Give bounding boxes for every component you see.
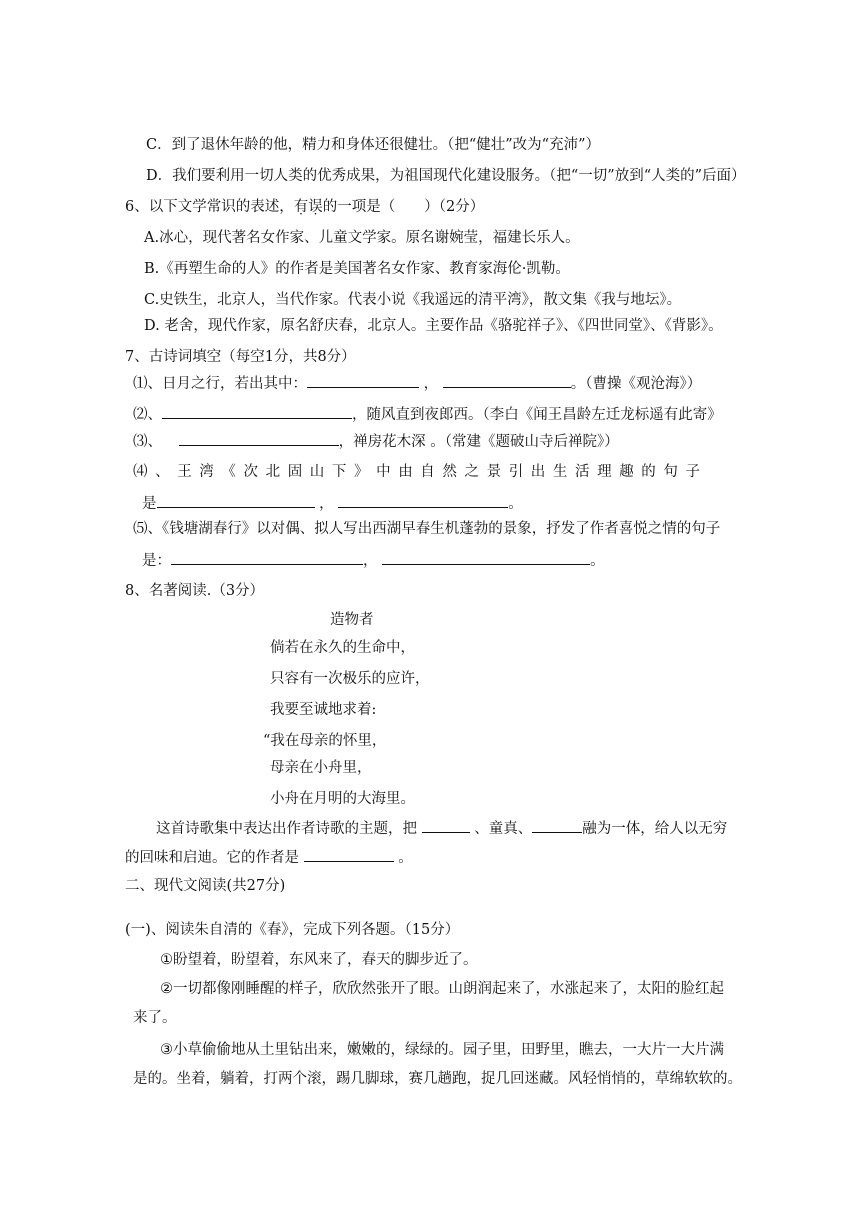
q7-item-4-pre: 是 xyxy=(142,496,157,512)
q7-item-5-pre: 是： xyxy=(142,553,171,569)
reading1-para-3-line2: 是的。坐着，躺着，打两个滚，踢几脚球，赛几趟跑，捉几回迷藏。风轻悄悄的，草绵软软的。 xyxy=(133,1071,742,1087)
q8-question-text-c: 融为一体，给人以无穷 xyxy=(582,821,728,837)
q7-title: 7、古诗词填空（每空1分，共8分） xyxy=(125,349,356,365)
q8-blank-author[interactable] xyxy=(304,847,394,862)
q7-item-3 xyxy=(133,431,619,452)
reading1-para-3-line1: ③小草偷偷地从土里钻出来，嫩嫩的，绿绿的。园子里，田野里，瞧去，一大片一大片满 xyxy=(160,1042,724,1058)
poem-line-4: “我在母亲的怀里， xyxy=(263,733,387,749)
q5-option-d: D．我们要利用一切人类的优秀成果，为祖国现代化建设服务。（把“一切”放到“人类的”后面） xyxy=(146,168,746,184)
q7-item-3-blank[interactable] xyxy=(179,431,339,446)
q7-item-4-line1: ⑷、王湾《次北固山下》中由自然之景引出生活理趣的句子 xyxy=(133,464,708,480)
reading1-para-2-line1: ②一切都像刚睡醒的样子，欣欣然张开了眼。山朗润起来了，水涨起来了，太阳的脸红起 xyxy=(160,981,724,997)
poem-line-5: 母亲在小舟里， xyxy=(270,760,372,776)
poem-line-6: 小舟在月明的大海里。 xyxy=(270,791,415,807)
q6-emph-2: 误 xyxy=(308,199,323,215)
q7-item-1-text: ⑴、日月之行，若出其中： xyxy=(133,376,307,392)
poem-line-2: 只容有一次极乐的应许， xyxy=(270,671,430,687)
q7-item-5-blank-a[interactable] xyxy=(171,550,363,565)
q7-item-3-num: ⑶、 xyxy=(133,434,162,450)
reading1-para-2-line2: 来了。 xyxy=(133,1010,177,1026)
q7-item-2-num: ⑵、 xyxy=(133,407,162,423)
q6-stem-post: 的一项是（ ）（2分） xyxy=(322,199,485,215)
q6-option-c: C.史铁生，北京人，当代作家。代表小说《我遥远的清平湾》，散文集《我与地坛》。 xyxy=(144,292,682,308)
q7-item-2-blank[interactable] xyxy=(162,404,352,419)
q7-item-4-blank-b[interactable] xyxy=(338,493,508,508)
section2-title: 二、现代文阅读(共27分) xyxy=(125,878,286,894)
q7-item-1-sep: ， xyxy=(423,376,439,392)
q7-item-1-blank-a[interactable] xyxy=(307,373,419,388)
reading1-title: (一)、阅读朱自清的《春》，完成下列各题。（15分） xyxy=(125,922,460,938)
q7-item-1-source: 。（曹操《观沧海》） xyxy=(570,376,702,392)
q8-question-text-d: 的回味和启迪。它的作者是 xyxy=(125,850,299,866)
q7-item-3-text: ，禅房花木深 。（常建《题破山寺后禅院》） xyxy=(338,434,619,450)
q7-item-4-blank-a[interactable] xyxy=(157,493,315,508)
q7-item-5-line1: ⑸、《钱塘湖春行》以对偶、拟人写出西湖早春生机蓬勃的景象，抒发了作者喜悦之情的句子 xyxy=(133,521,721,537)
reading1-para-1: ①盼望着，盼望着，东风来了，春天的脚步近了。 xyxy=(160,952,478,968)
q7-item-5-sep: ， xyxy=(363,553,378,569)
q8-question-text-b: 、童真、 xyxy=(474,821,533,837)
q6-option-b: B.《再塑生命的人》的作者是美国著名女作家、教育家海伦·凯勒。 xyxy=(144,261,570,277)
q7-item-5-end: 。 xyxy=(590,553,605,569)
poem-title: 造物者 xyxy=(330,612,374,628)
poem-line-3: 我要至诚地求着: xyxy=(270,702,377,718)
q8-question-line2 xyxy=(125,847,413,868)
q6-option-d: D. 老舍，现代作家，原名舒庆春，北京人。主要作品《骆驼祥子》、《四世同堂》、《背影》。 xyxy=(144,318,723,334)
q8-question-text-a: 这首诗歌集中表达出作者诗歌的主题，把 xyxy=(156,821,417,837)
q7-item-5-blank-b[interactable] xyxy=(382,550,590,565)
q6-option-a: A.冰心，现代著名女作家、儿童文学家。原名谢婉莹，福建长乐人。 xyxy=(144,230,580,246)
q7-item-4-sep: ， xyxy=(319,496,334,512)
q6-stem-pre: 6、以下文学常识的表述， xyxy=(125,199,294,215)
q8-question-line1 xyxy=(156,818,727,839)
q7-item-1-blank-b[interactable] xyxy=(443,373,571,388)
q6-emph-1: 有 xyxy=(293,199,309,215)
q8-question-end: 。 xyxy=(398,850,413,866)
q8-blank-a[interactable] xyxy=(422,818,470,833)
q7-item-2-text: ，随风直到夜郎西。（李白《闻王昌龄左迁龙标遥有此寄》 xyxy=(352,407,722,423)
q5-option-c: C．到了退休年龄的他，精力和身体还很健壮。（把“健壮”改为“充沛”） xyxy=(146,137,600,153)
q7-item-1 xyxy=(133,373,701,394)
q7-item-4-line2 xyxy=(142,493,523,514)
q7-item-4-end: 。 xyxy=(508,496,523,512)
poem-line-1: 倘若在永久的生命中， xyxy=(270,640,415,656)
q7-item-5-line2 xyxy=(142,550,605,571)
q8-title: 8、名著阅读.（3分） xyxy=(125,583,265,599)
q6-stem xyxy=(125,197,484,217)
q8-blank-b[interactable] xyxy=(532,818,582,833)
q7-item-2 xyxy=(133,404,722,425)
